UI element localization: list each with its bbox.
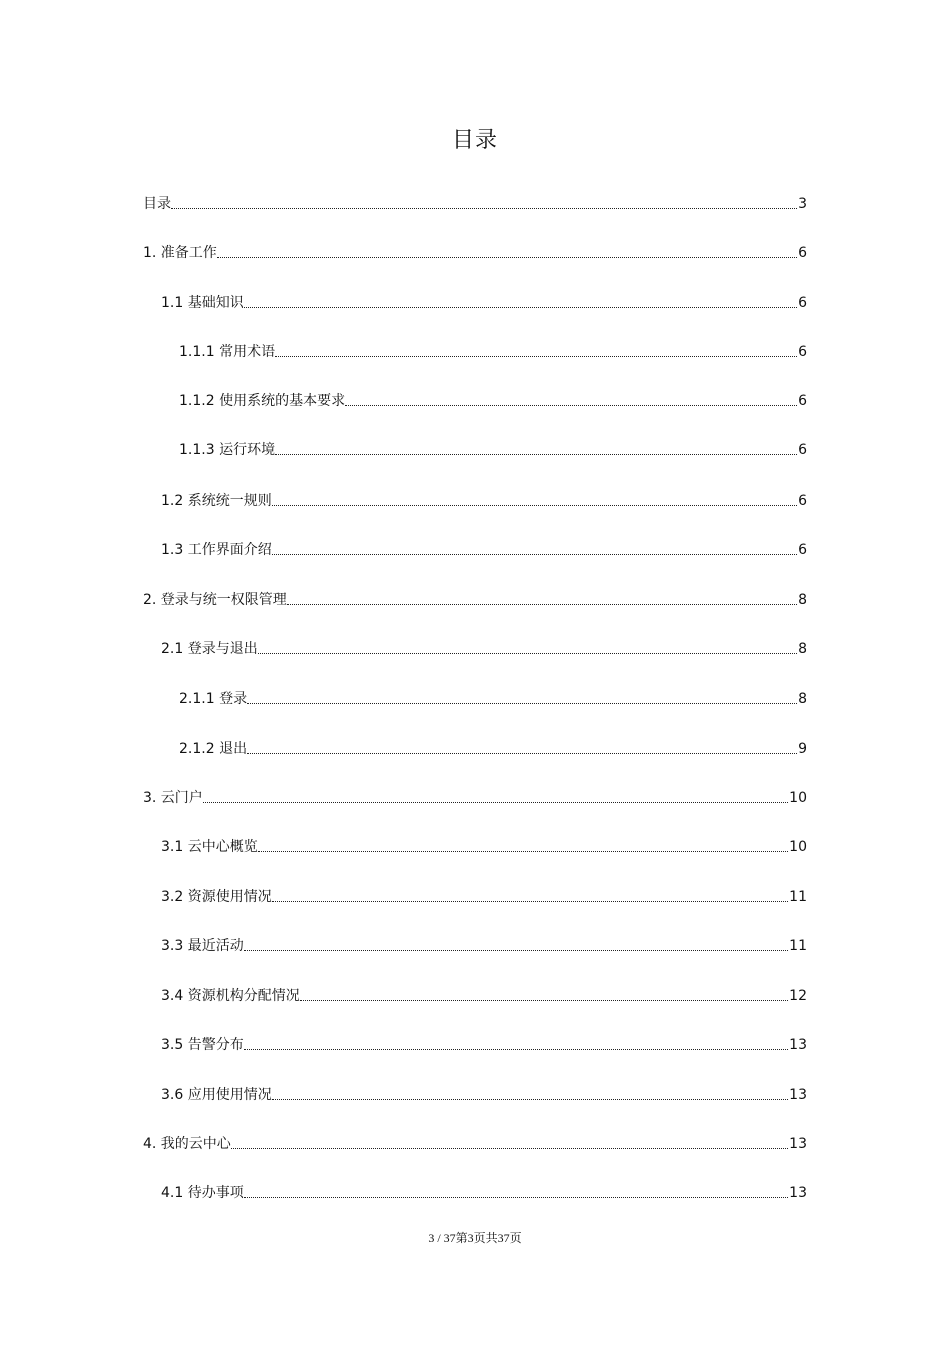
toc-dot-leader (272, 554, 797, 555)
toc-dot-leader (300, 1000, 788, 1001)
toc-page-number: 13 (789, 1136, 807, 1152)
toc-page-number: 8 (798, 592, 807, 608)
toc-entry-1-2[interactable] (161, 489, 807, 511)
toc-page-number: 10 (789, 790, 807, 806)
toc-entry-2-1-1[interactable] (179, 687, 807, 709)
toc-entry-label: 4.1 待办事项 (161, 1185, 244, 1201)
toc-entry-1-3[interactable] (161, 538, 807, 560)
toc-dot-leader (217, 257, 797, 258)
toc-page-number: 8 (798, 691, 807, 707)
toc-dot-leader (272, 901, 788, 902)
toc-entry-label: 3.2 资源使用情况 (161, 889, 272, 905)
toc-entry-label: 1. 准备工作 (143, 245, 217, 261)
toc-dot-leader (272, 1099, 788, 1100)
toc-page-number: 13 (789, 1037, 807, 1053)
toc-entry-3-4[interactable] (161, 984, 807, 1006)
toc-entry-1-1[interactable] (161, 291, 807, 313)
toc-page-number: 13 (789, 1185, 807, 1201)
toc-page-number: 6 (798, 393, 807, 409)
toc-entry-3-2[interactable] (161, 885, 807, 907)
toc-entry-3-3[interactable] (161, 934, 807, 956)
toc-entry-label: 3.6 应用使用情况 (161, 1087, 272, 1103)
toc-dot-leader (258, 851, 788, 852)
toc-page-number: 6 (798, 344, 807, 360)
toc-dot-leader (287, 604, 797, 605)
toc-entry-1-1-2[interactable] (179, 389, 807, 411)
toc-entry-2[interactable] (143, 588, 807, 610)
toc-entry-3-5[interactable] (161, 1033, 807, 1055)
toc-entry-label: 3.3 最近活动 (161, 938, 244, 954)
toc-page-number: 6 (798, 442, 807, 458)
toc-entry-2-1[interactable] (161, 637, 807, 659)
toc-entry-4[interactable] (143, 1132, 807, 1154)
toc-entry-3[interactable] (143, 786, 807, 808)
toc-dot-leader (231, 1148, 788, 1149)
toc-page-number: 3 (798, 196, 807, 212)
toc-entry-label: 1.1.3 运行环境 (179, 442, 276, 458)
toc-dot-leader (247, 703, 797, 704)
toc-page-number: 9 (798, 741, 807, 757)
toc-entry-2-1-2[interactable] (179, 737, 807, 759)
toc-dot-leader (171, 208, 797, 209)
toc-page-number: 8 (798, 641, 807, 657)
toc-entry-label: 3. 云门户 (143, 790, 203, 806)
toc-entry-3-1[interactable] (161, 835, 807, 857)
toc-dot-leader (247, 753, 797, 754)
toc-entry-3-6[interactable] (161, 1083, 807, 1105)
toc-page-number: 13 (789, 1087, 807, 1103)
toc-entry-1-1-3[interactable] (179, 438, 807, 460)
toc-entry-label: 2.1 登录与退出 (161, 641, 258, 657)
toc-entry-label: 目录 (143, 196, 171, 212)
toc-entry-label: 4. 我的云中心 (143, 1136, 231, 1152)
toc-entry-label: 2.1.1 登录 (179, 691, 248, 707)
toc-dot-leader (244, 1049, 788, 1050)
toc-page-number: 6 (798, 295, 807, 311)
toc-dot-leader (244, 950, 788, 951)
toc-entry-label: 2.1.2 退出 (179, 741, 248, 757)
toc-page-number: 11 (789, 938, 807, 954)
toc-entry-1[interactable] (143, 241, 807, 263)
toc-dot-leader (345, 405, 797, 406)
toc-dot-leader (275, 454, 797, 455)
toc-entry-label: 3.5 告警分布 (161, 1037, 244, 1053)
toc-dot-leader (244, 307, 797, 308)
toc-page-number: 6 (798, 493, 807, 509)
toc-entry-label: 1.1.1 常用术语 (179, 344, 276, 360)
toc-page-number: 6 (798, 245, 807, 261)
toc-entry-label: 1.1.2 使用系统的基本要求 (179, 393, 346, 409)
toc-entry-1-1-1[interactable] (179, 340, 807, 362)
toc-entry-label: 1.2 系统统一规则 (161, 493, 272, 509)
toc-page-number: 11 (789, 889, 807, 905)
toc-dot-leader (275, 356, 797, 357)
toc-entry-contents[interactable] (143, 192, 807, 214)
toc-entry-label: 3.4 资源机构分配情况 (161, 988, 300, 1004)
toc-entry-label: 2. 登录与统一权限管理 (143, 592, 287, 608)
toc-entry-label: 1.1 基础知识 (161, 295, 244, 311)
page-title: 目录 (451, 128, 498, 153)
page-footer: 3 / 37第3页共37页 (428, 1231, 522, 1245)
toc-page-number: 12 (789, 988, 807, 1004)
toc-dot-leader (258, 653, 797, 654)
toc-entry-4-1[interactable] (161, 1181, 807, 1203)
toc-dot-leader (272, 505, 797, 506)
toc-entry-label: 3.1 云中心概览 (161, 839, 258, 855)
toc-entry-label: 1.3 工作界面介绍 (161, 542, 272, 558)
toc-page-number: 10 (789, 839, 807, 855)
toc-dot-leader (244, 1197, 788, 1198)
toc-dot-leader (203, 802, 788, 803)
toc-page-number: 6 (798, 542, 807, 558)
